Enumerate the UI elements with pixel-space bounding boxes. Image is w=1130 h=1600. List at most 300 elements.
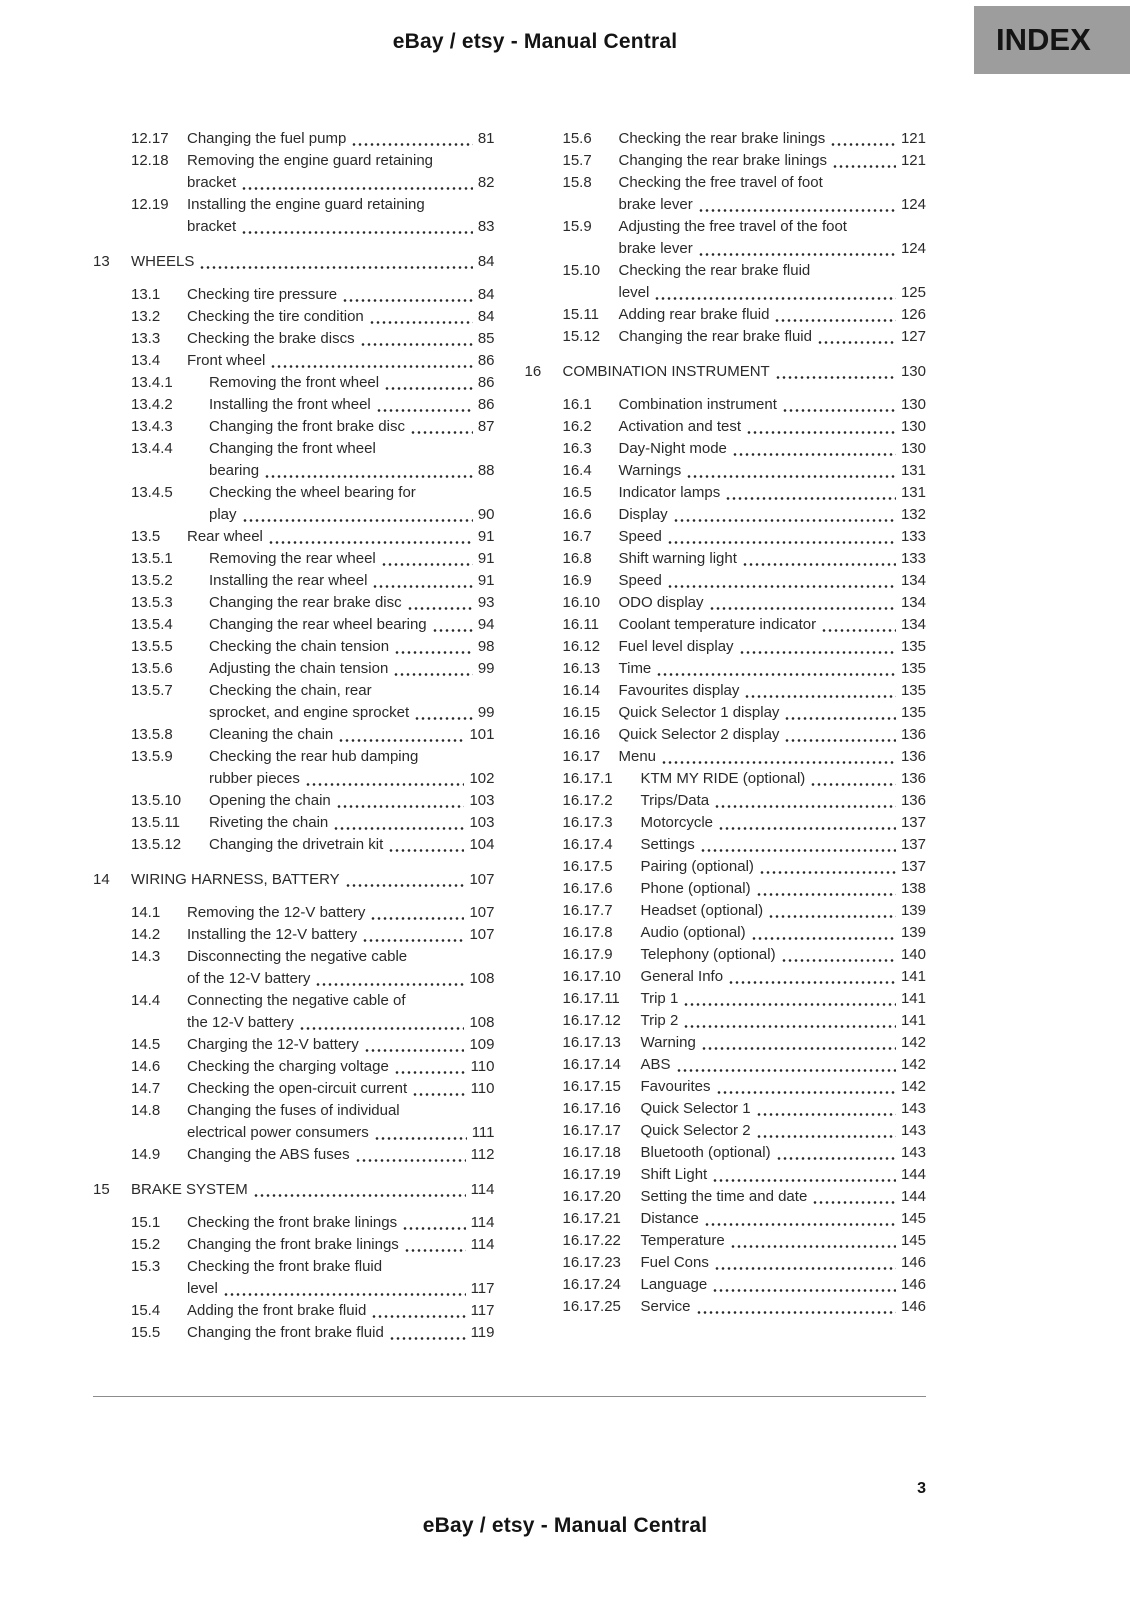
entry-last-line bbox=[641, 1274, 927, 1296]
entry-number: 13.5.11 bbox=[131, 814, 180, 831]
entry-page-number: 119 bbox=[470, 1324, 495, 1341]
entry-page-number: 109 bbox=[469, 1036, 495, 1053]
entry-number: 15.5 bbox=[131, 1324, 161, 1341]
entry-body bbox=[209, 834, 495, 856]
entry-page-number: 111 bbox=[471, 1124, 495, 1141]
entry-number: 13.2 bbox=[131, 308, 161, 325]
entry-body bbox=[641, 1208, 927, 1230]
dot-leader bbox=[812, 1186, 896, 1208]
toc-entry bbox=[563, 548, 927, 570]
entry-number: 16.17.23 bbox=[562, 1254, 621, 1271]
entry-number: 16.17.3 bbox=[562, 814, 613, 831]
entry-page-number: 108 bbox=[469, 1014, 495, 1031]
entry-title: Quick Selector 2 display bbox=[618, 726, 780, 743]
entry-title: Headset (optional) bbox=[640, 902, 764, 919]
entry-number: 15.10 bbox=[562, 262, 601, 279]
entry-body bbox=[641, 1120, 927, 1142]
entry-page-number: 117 bbox=[470, 1302, 495, 1319]
entry-page-number: 93 bbox=[477, 594, 495, 611]
toc-entry bbox=[563, 1252, 927, 1274]
entry-page-number: 130 bbox=[900, 363, 926, 380]
dot-leader bbox=[756, 1098, 896, 1120]
entry-title-line: Connecting the negative cable of bbox=[187, 992, 406, 1009]
entry-page-number: 126 bbox=[900, 306, 926, 323]
toc-entry bbox=[131, 372, 495, 394]
entry-number: 13.5.10 bbox=[131, 792, 182, 809]
entry-title: Changing the rear wheel bearing bbox=[209, 616, 427, 633]
entry-number: 16.17.9 bbox=[562, 946, 613, 963]
dot-leader bbox=[700, 834, 896, 856]
entry-page-number: 117 bbox=[470, 1280, 495, 1297]
toc-entry bbox=[563, 438, 927, 460]
entry-title: Motorcycle bbox=[640, 814, 714, 831]
entry-number: 16.14 bbox=[562, 682, 601, 699]
dot-leader bbox=[768, 900, 896, 922]
entry-number: 16.3 bbox=[562, 440, 592, 457]
entry-body bbox=[641, 966, 927, 988]
toc-entry bbox=[131, 790, 495, 812]
toc-entry bbox=[563, 1054, 927, 1076]
toc-entry bbox=[131, 592, 495, 614]
entry-number: 16.12 bbox=[562, 638, 601, 655]
entry-number: 16.4 bbox=[562, 462, 592, 479]
dot-leader bbox=[696, 1296, 896, 1318]
entry-page-number: 130 bbox=[900, 396, 926, 413]
entry-title: Temperature bbox=[640, 1232, 725, 1249]
entry-last-line bbox=[187, 1078, 495, 1100]
toc-entry bbox=[563, 570, 927, 592]
entry-number: 13.3 bbox=[131, 330, 161, 347]
toc-entry bbox=[131, 394, 495, 416]
entry-last-line bbox=[131, 251, 495, 273]
dot-leader bbox=[388, 834, 464, 856]
dot-leader bbox=[661, 746, 896, 768]
entry-last-line bbox=[619, 548, 927, 570]
entry-title: the 12-V battery bbox=[187, 1014, 294, 1031]
entry-body bbox=[641, 944, 927, 966]
entry-body bbox=[187, 1212, 495, 1234]
toc-entry bbox=[563, 216, 927, 260]
entry-body bbox=[187, 1322, 495, 1344]
dot-leader bbox=[751, 922, 896, 944]
entry-last-line bbox=[641, 1032, 927, 1054]
entry-body bbox=[641, 790, 927, 812]
entry-last-line bbox=[641, 900, 927, 922]
entry-title-line: Checking the wheel bearing for bbox=[209, 484, 416, 501]
entry-body bbox=[619, 326, 927, 348]
entry-last-line bbox=[187, 1278, 495, 1300]
entry-page-number: 107 bbox=[469, 926, 495, 943]
entry-number: 13.5 bbox=[131, 528, 161, 545]
entry-number: 13.4.1 bbox=[131, 374, 173, 391]
entry-number: 14.3 bbox=[131, 948, 161, 965]
entry-body bbox=[619, 128, 927, 150]
entry-title: COMBINATION INSTRUMENT bbox=[562, 363, 770, 380]
entry-body bbox=[187, 902, 495, 924]
entry-last-line bbox=[187, 968, 495, 990]
dot-leader bbox=[709, 592, 896, 614]
entry-page-number: 135 bbox=[900, 704, 926, 721]
entry-number: 16.1 bbox=[562, 396, 592, 413]
entry-page-number: 131 bbox=[900, 484, 926, 501]
entry-body bbox=[187, 1056, 495, 1078]
entry-number: 13.5.12 bbox=[131, 836, 182, 853]
entry-number: 16.17.8 bbox=[562, 924, 613, 941]
entry-number: 13.5.6 bbox=[131, 660, 173, 677]
toc-entry bbox=[131, 328, 495, 350]
dot-leader bbox=[362, 924, 464, 946]
dot-leader bbox=[342, 284, 473, 306]
entry-number: 12.19 bbox=[131, 196, 169, 213]
entry-body bbox=[187, 1078, 495, 1100]
entry-title: Adjusting the chain tension bbox=[209, 660, 389, 677]
entry-title: Removing the front wheel bbox=[209, 374, 380, 391]
dot-leader bbox=[712, 1164, 896, 1186]
dot-leader bbox=[718, 812, 896, 834]
entry-last-line bbox=[209, 614, 495, 636]
entry-body bbox=[187, 1100, 495, 1144]
entry-body bbox=[619, 172, 927, 216]
entry-number: 16.17.22 bbox=[562, 1232, 621, 1249]
entry-number: 14.6 bbox=[131, 1058, 161, 1075]
entry-last-line bbox=[187, 1122, 495, 1144]
entry-number: 13.4.2 bbox=[131, 396, 173, 413]
dot-leader bbox=[654, 282, 896, 304]
entry-number: 16.17.6 bbox=[562, 880, 613, 897]
entry-body bbox=[187, 1034, 495, 1056]
dot-leader bbox=[241, 216, 473, 238]
toc-entry bbox=[131, 1300, 495, 1322]
entry-title: Display bbox=[618, 506, 668, 523]
entry-last-line bbox=[187, 328, 495, 350]
dot-leader bbox=[338, 724, 464, 746]
entry-number: 13.1 bbox=[131, 286, 161, 303]
toc-entry bbox=[131, 834, 495, 856]
dot-leader bbox=[732, 438, 896, 460]
entry-page-number: 134 bbox=[900, 572, 926, 589]
entry-title: Removing the 12-V battery bbox=[187, 904, 366, 921]
entry-last-line bbox=[209, 724, 495, 746]
entry-page-number: 146 bbox=[900, 1276, 926, 1293]
dot-leader bbox=[253, 1179, 466, 1201]
toc-entry bbox=[131, 812, 495, 834]
dot-leader bbox=[370, 902, 464, 924]
entry-body bbox=[641, 1274, 927, 1296]
entry-body bbox=[641, 1252, 927, 1274]
dot-leader bbox=[830, 128, 896, 150]
entry-page-number: 107 bbox=[469, 871, 495, 888]
entry-body bbox=[187, 1300, 495, 1322]
entry-body bbox=[131, 251, 495, 273]
dot-leader bbox=[756, 1120, 896, 1142]
toc-entry bbox=[563, 614, 927, 636]
toc-entry bbox=[131, 1322, 495, 1344]
entry-title: of the 12-V battery bbox=[187, 970, 311, 987]
entry-page-number: 142 bbox=[900, 1078, 926, 1095]
entry-body bbox=[209, 394, 495, 416]
entry-title: Warning bbox=[640, 1034, 696, 1051]
entry-last-line bbox=[641, 1296, 927, 1318]
entry-page-number: 142 bbox=[900, 1056, 926, 1073]
entry-last-line bbox=[619, 680, 927, 702]
toc-entry bbox=[131, 482, 495, 526]
table-of-contents bbox=[93, 128, 926, 1344]
entry-body bbox=[641, 856, 927, 878]
toc-entry bbox=[131, 614, 495, 636]
entry-page-number: 145 bbox=[900, 1232, 926, 1249]
toc-entry bbox=[131, 636, 495, 658]
entry-number: 12.17 bbox=[131, 130, 169, 147]
entry-body bbox=[641, 1054, 927, 1076]
entry-page-number: 103 bbox=[469, 814, 495, 831]
entry-page-number: 86 bbox=[477, 374, 495, 391]
entry-title: electrical power consumers bbox=[187, 1124, 369, 1141]
entry-page-number: 127 bbox=[900, 328, 926, 345]
entry-number: 16.17.24 bbox=[562, 1276, 621, 1293]
dot-leader bbox=[730, 1230, 896, 1252]
entry-page-number: 84 bbox=[477, 308, 495, 325]
entry-number: 14.5 bbox=[131, 1036, 161, 1053]
toc-entry bbox=[131, 416, 495, 438]
entry-title: Speed bbox=[618, 572, 662, 589]
entry-body bbox=[619, 636, 927, 658]
entry-title: Speed bbox=[618, 528, 662, 545]
toc-entry bbox=[563, 460, 927, 482]
entry-title: Day-Night mode bbox=[618, 440, 727, 457]
toc-entry bbox=[563, 260, 927, 304]
entry-body bbox=[619, 526, 927, 548]
dot-leader bbox=[683, 1010, 896, 1032]
entry-page-number: 110 bbox=[470, 1080, 495, 1097]
entry-number: 13 bbox=[93, 253, 110, 270]
entry-title: Changing the rear brake disc bbox=[209, 594, 402, 611]
entry-title-line: Removing the engine guard retaining bbox=[187, 152, 433, 169]
entry-body bbox=[187, 350, 495, 372]
entry-title: Bluetooth (optional) bbox=[640, 1144, 771, 1161]
toc-entry bbox=[131, 548, 495, 570]
entry-title: Trip 1 bbox=[640, 990, 679, 1007]
entry-title: Removing the rear wheel bbox=[209, 550, 376, 567]
entry-number: 16.17.2 bbox=[562, 792, 613, 809]
entry-page-number: 145 bbox=[900, 1210, 926, 1227]
entry-last-line bbox=[619, 150, 927, 172]
entry-page-number: 99 bbox=[477, 660, 495, 677]
entry-body bbox=[641, 1098, 927, 1120]
entry-page-number: 86 bbox=[477, 352, 495, 369]
entry-page-number: 143 bbox=[900, 1144, 926, 1161]
entry-title: Changing the front brake disc bbox=[209, 418, 405, 435]
entry-title: Distance bbox=[640, 1210, 699, 1227]
toc-entry bbox=[563, 1208, 927, 1230]
entry-page-number: 136 bbox=[900, 748, 926, 765]
entry-number: 14.7 bbox=[131, 1080, 161, 1097]
entry-last-line bbox=[641, 1010, 927, 1032]
entry-page-number: 84 bbox=[477, 286, 495, 303]
entry-number: 16.17.20 bbox=[562, 1188, 621, 1205]
entry-number: 16.17.10 bbox=[562, 968, 621, 985]
entry-number: 16.13 bbox=[562, 660, 601, 677]
entry-last-line bbox=[619, 570, 927, 592]
entry-body bbox=[187, 194, 495, 238]
dot-leader bbox=[336, 790, 465, 812]
toc-entry bbox=[131, 1100, 495, 1144]
toc-entry bbox=[563, 702, 927, 724]
dot-leader bbox=[810, 768, 896, 790]
entry-last-line bbox=[619, 194, 927, 216]
entry-number: 16.7 bbox=[562, 528, 592, 545]
footer-divider bbox=[93, 1396, 926, 1397]
dot-leader bbox=[351, 128, 473, 150]
dot-leader bbox=[774, 304, 896, 326]
entry-last-line bbox=[619, 482, 927, 504]
dot-leader bbox=[782, 394, 896, 416]
entry-last-line bbox=[563, 361, 927, 383]
entry-body bbox=[619, 746, 927, 768]
entry-last-line bbox=[619, 724, 927, 746]
entry-title: Trips/Data bbox=[640, 792, 710, 809]
entry-last-line bbox=[209, 394, 495, 416]
toc-entry bbox=[131, 350, 495, 372]
dot-leader bbox=[739, 636, 896, 658]
toc-entry bbox=[131, 438, 495, 482]
entry-body bbox=[641, 768, 927, 790]
entry-page-number: 83 bbox=[477, 218, 495, 235]
entry-body bbox=[187, 128, 495, 150]
entry-number: 16.17.14 bbox=[562, 1056, 621, 1073]
dot-leader bbox=[404, 1234, 466, 1256]
entry-body bbox=[641, 812, 927, 834]
entry-page-number: 86 bbox=[477, 396, 495, 413]
entry-page-number: 146 bbox=[900, 1254, 926, 1271]
entry-title: Combination instrument bbox=[618, 396, 777, 413]
dot-leader bbox=[376, 394, 473, 416]
entry-body bbox=[619, 680, 927, 702]
dot-leader bbox=[402, 1212, 465, 1234]
dot-leader bbox=[407, 592, 473, 614]
dot-leader bbox=[305, 768, 465, 790]
entry-title: Coolant temperature indicator bbox=[618, 616, 817, 633]
entry-last-line bbox=[641, 1076, 927, 1098]
entry-title: Favourites display bbox=[618, 682, 740, 699]
toc-entry bbox=[563, 592, 927, 614]
toc-entry bbox=[563, 504, 927, 526]
dot-leader bbox=[394, 1056, 466, 1078]
entry-last-line bbox=[619, 304, 927, 326]
entry-body bbox=[187, 924, 495, 946]
dot-leader bbox=[393, 658, 473, 680]
entry-last-line bbox=[619, 526, 927, 548]
entry-last-line bbox=[619, 282, 927, 304]
entry-last-line bbox=[619, 592, 927, 614]
entry-number: 13.4.3 bbox=[131, 418, 173, 435]
entry-page-number: 124 bbox=[900, 196, 926, 213]
dot-leader bbox=[364, 1034, 465, 1056]
entry-number: 16.17.1 bbox=[562, 770, 613, 787]
entry-title: Changing the fuel pump bbox=[187, 130, 347, 147]
dot-leader bbox=[656, 658, 896, 680]
toc-entry bbox=[525, 361, 927, 383]
entry-title: bracket bbox=[187, 218, 237, 235]
entry-page-number: 121 bbox=[900, 130, 926, 147]
entry-last-line bbox=[209, 834, 495, 856]
entry-body bbox=[209, 438, 495, 482]
entry-page-number: 135 bbox=[900, 682, 926, 699]
entry-page-number: 114 bbox=[470, 1214, 495, 1231]
entry-last-line bbox=[187, 216, 495, 238]
entry-body bbox=[641, 1230, 927, 1252]
entry-title: Changing the rear brake linings bbox=[618, 152, 827, 169]
entry-title: Time bbox=[618, 660, 652, 677]
entry-title: Changing the ABS fuses bbox=[187, 1146, 350, 1163]
entry-body bbox=[619, 658, 927, 680]
dot-leader bbox=[759, 856, 896, 878]
entry-title: Checking the open-circuit current bbox=[187, 1080, 408, 1097]
dot-leader bbox=[784, 724, 896, 746]
toc-entry bbox=[563, 724, 927, 746]
index-label: INDEX bbox=[996, 22, 1091, 57]
entry-body bbox=[641, 988, 927, 1010]
entry-page-number: 143 bbox=[900, 1100, 926, 1117]
toc-entry bbox=[563, 172, 927, 216]
entry-page-number: 131 bbox=[900, 462, 926, 479]
entry-last-line bbox=[187, 284, 495, 306]
entry-last-line bbox=[187, 526, 495, 548]
entry-body bbox=[209, 482, 495, 526]
toc-entry bbox=[563, 812, 927, 834]
dot-leader bbox=[270, 350, 472, 372]
entry-title: sprocket, and engine sprocket bbox=[209, 704, 410, 721]
toc-entry bbox=[131, 570, 495, 592]
entry-title: Adding the front brake fluid bbox=[187, 1302, 367, 1319]
entry-number: 16.17.16 bbox=[562, 1100, 621, 1117]
toc-entry bbox=[563, 482, 927, 504]
entry-number: 16.17.25 bbox=[562, 1298, 621, 1315]
entry-title: Adding rear brake fluid bbox=[618, 306, 770, 323]
dot-leader bbox=[744, 680, 896, 702]
entry-body bbox=[209, 790, 495, 812]
toc-entry bbox=[563, 1296, 927, 1318]
toc-entry bbox=[131, 724, 495, 746]
page-number: 3 bbox=[917, 1480, 926, 1497]
toc-entry bbox=[563, 1164, 927, 1186]
entry-last-line bbox=[187, 1234, 495, 1256]
entry-body bbox=[619, 592, 927, 614]
dot-leader bbox=[374, 1122, 467, 1144]
entry-body bbox=[187, 990, 495, 1034]
entry-title: Quick Selector 1 display bbox=[618, 704, 780, 721]
entry-last-line bbox=[187, 1012, 495, 1034]
entry-title: brake lever bbox=[618, 196, 693, 213]
entry-page-number: 146 bbox=[900, 1298, 926, 1315]
entry-page-number: 101 bbox=[469, 726, 495, 743]
dot-leader bbox=[384, 372, 473, 394]
toc-entry bbox=[563, 636, 927, 658]
toc-entry bbox=[563, 768, 927, 790]
entry-last-line bbox=[187, 902, 495, 924]
entry-page-number: 108 bbox=[469, 970, 495, 987]
entry-page-number: 132 bbox=[900, 506, 926, 523]
entry-title: Activation and test bbox=[618, 418, 742, 435]
dot-leader bbox=[394, 636, 473, 658]
entry-body bbox=[187, 1256, 495, 1300]
entry-title: Setting the time and date bbox=[640, 1188, 808, 1205]
dot-leader bbox=[381, 548, 473, 570]
entry-title: General Info bbox=[640, 968, 724, 985]
entry-number: 13.5.2 bbox=[131, 572, 173, 589]
dot-leader bbox=[714, 790, 896, 812]
entry-body bbox=[619, 614, 927, 636]
entry-title: Shift warning light bbox=[618, 550, 737, 567]
